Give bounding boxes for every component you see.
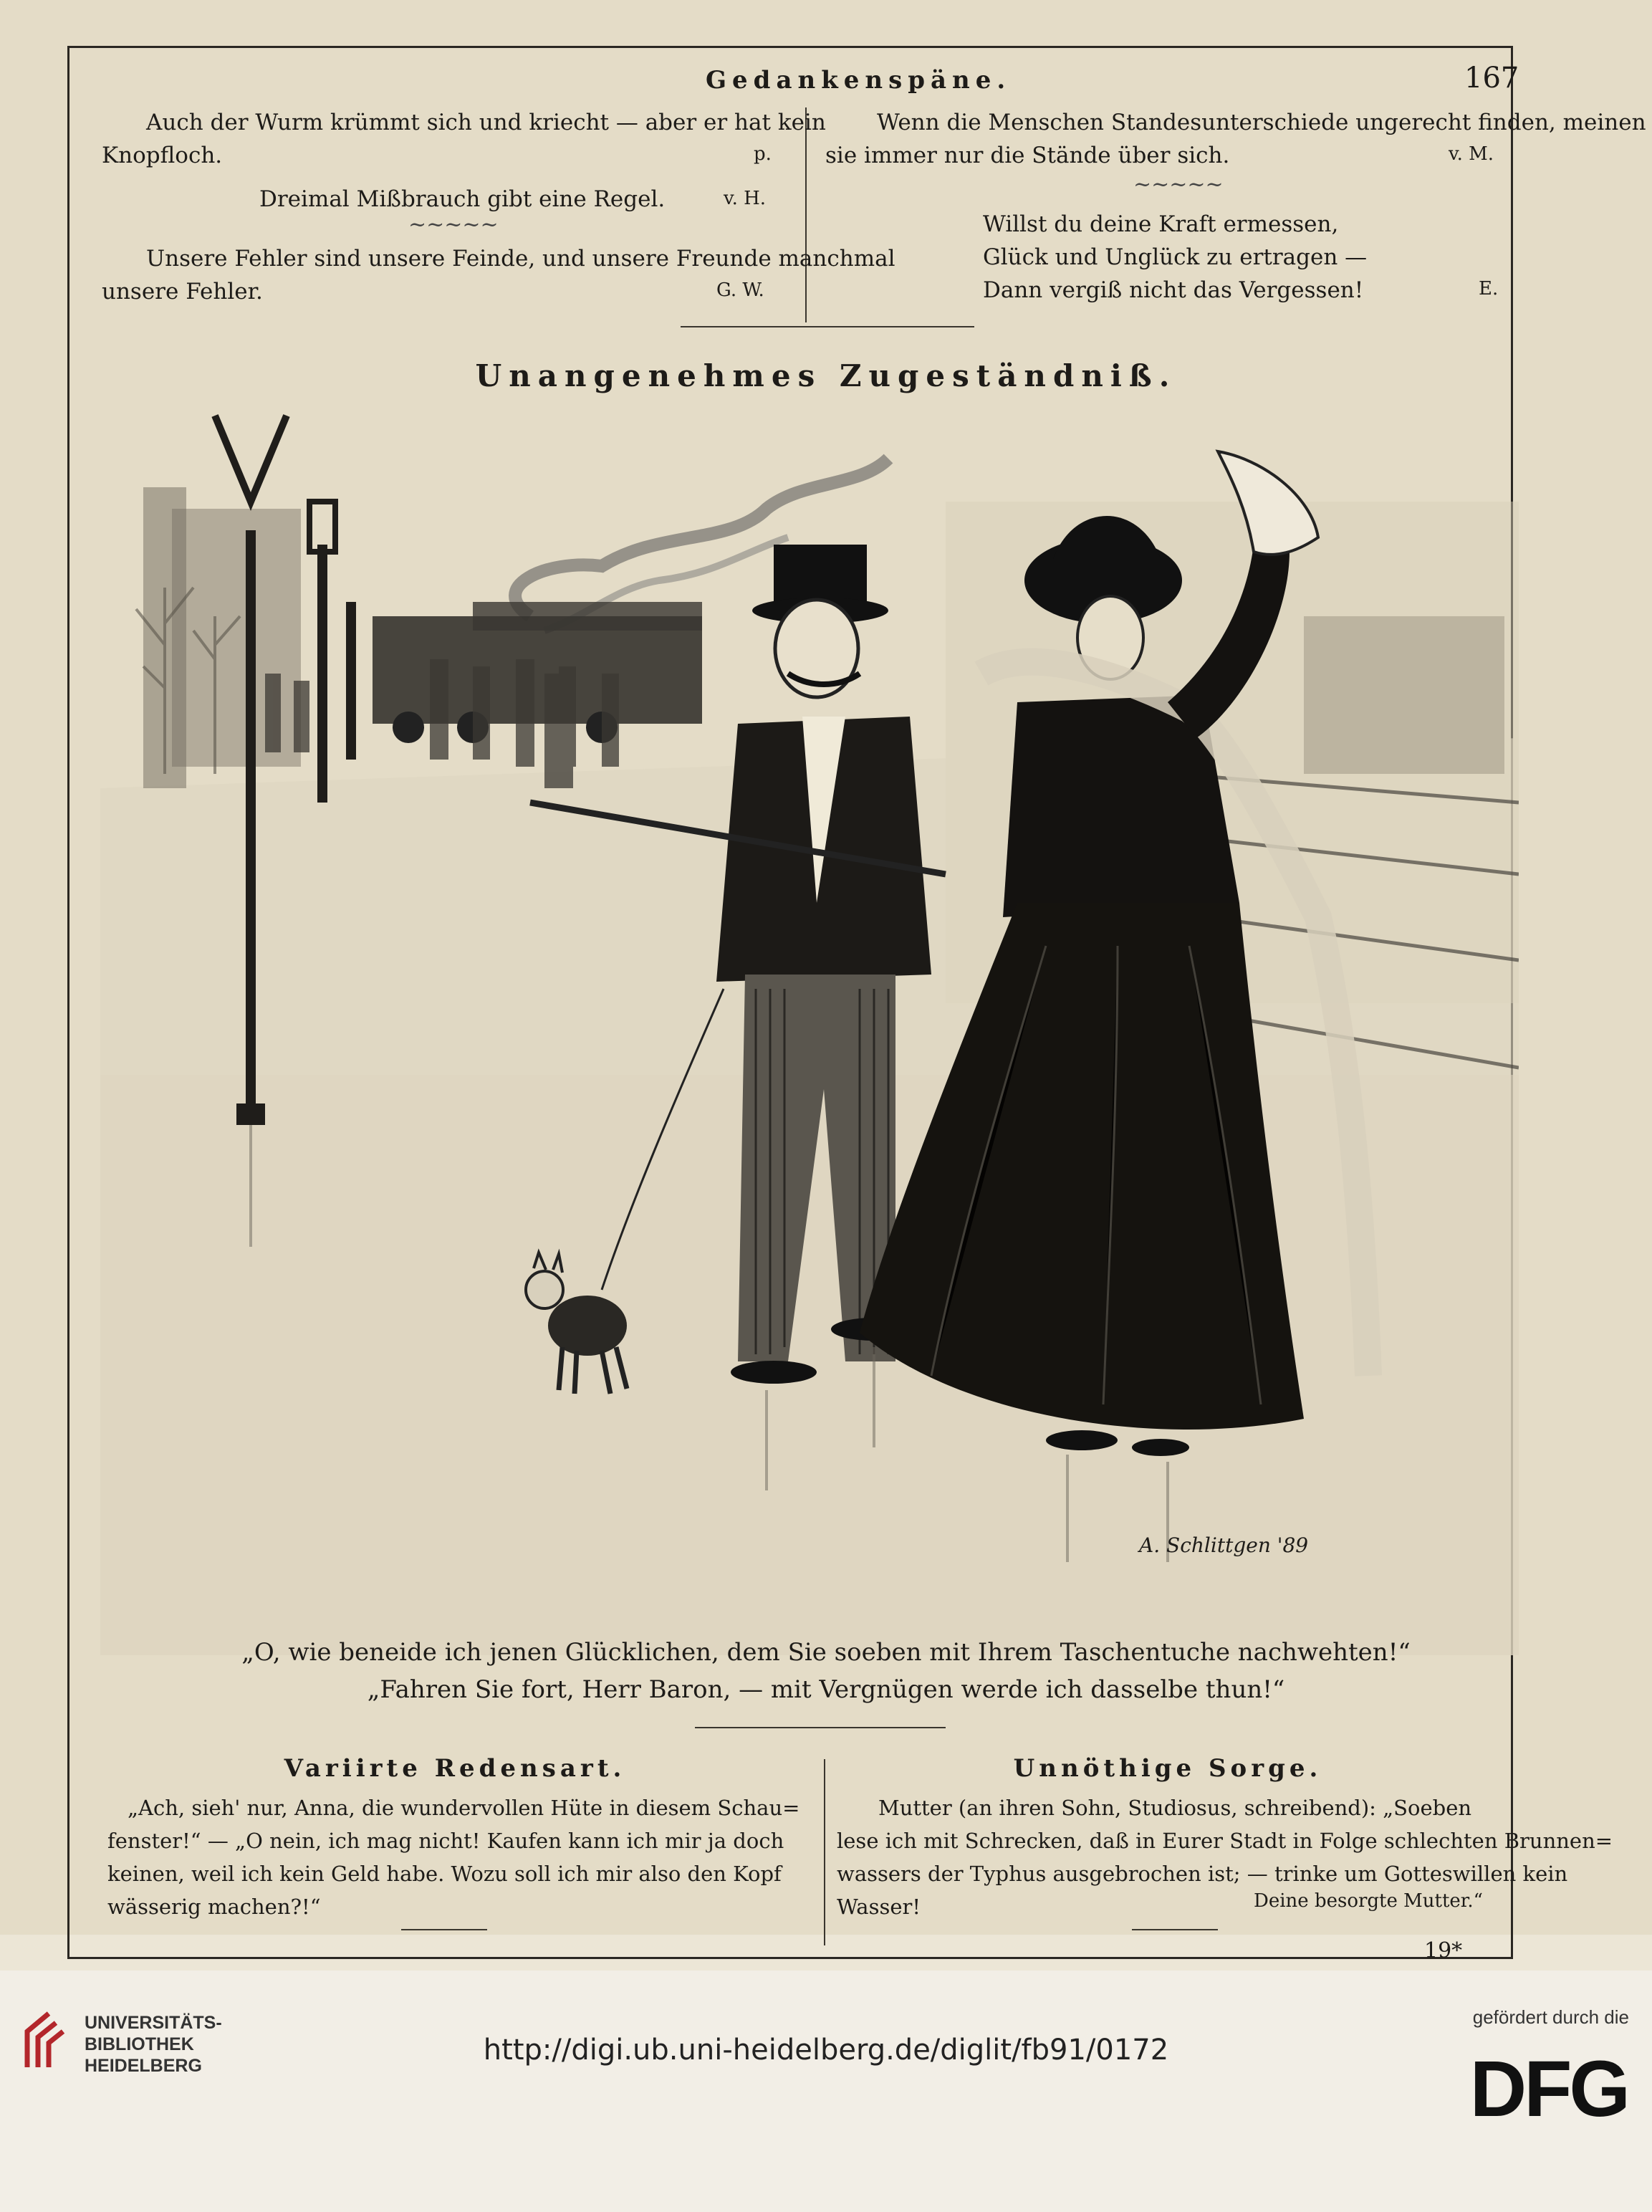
aphorism-3-line-1: Unsere Fehler sind unsere Feinde, und unsere Freunde manchmal: [146, 246, 895, 272]
cartoon-title: Unangenehmes Zugeständniß.: [475, 358, 1177, 393]
aphorism-2-signature: v. H.: [724, 188, 767, 209]
aphorism-4-line-2: sie immer nur die Stände über sich.: [825, 143, 1230, 168]
short-rule: [401, 1929, 487, 1930]
page-number: 167: [1464, 62, 1519, 95]
aphorism-4-line-1: Wenn die Menschen Standesunterschiede ungerecht finden, meinen: [877, 110, 1646, 135]
poem-line-2: Glück und Unglück zu ertragen —: [983, 244, 1368, 270]
bottom-right-line-1: Mutter (an ihren Sohn, Studiosus, schreibend): „Soeben: [878, 1796, 1472, 1820]
bottom-right-line-2: lese ich mit Schrecken, daß in Eurer Stadt in Folge schlechten Brunnen=: [837, 1829, 1613, 1853]
aphorism-3-signature: G. W.: [716, 279, 764, 301]
artist-signature: A. Schlittgen '89: [1139, 1533, 1309, 1557]
bottom-right-title: Unnöthige Sorge.: [1013, 1754, 1322, 1783]
aphorism-1-line-2: Knopfloch.: [102, 143, 223, 168]
aphorism-3-line-2: unsere Fehler.: [102, 279, 263, 305]
poem-line-3: Dann vergiß nicht das Vergessen!: [983, 277, 1364, 303]
poem-signature: E.: [1479, 278, 1499, 300]
aphorism-2: Dreimal Mißbrauch gibt eine Regel.: [259, 186, 666, 212]
aphorism-4-signature: v. M.: [1449, 143, 1494, 165]
bottom-right-line-4: Wasser!: [837, 1895, 921, 1919]
bottom-right-line-3: wassers der Typhus ausgebrochen ist; — trinke um Gotteswillen kein: [837, 1862, 1568, 1886]
bottom-left-line-2: fenster!“ — „O nein, ich mag nicht! Kaufen kann ich mir ja doch: [107, 1829, 784, 1853]
caption-line-1: „O, wie beneide ich jenen Glücklichen, dem Sie soeben mit Ihrem Taschentuche nachwehten!“: [241, 1638, 1411, 1667]
poem-line-1: Willst du deine Kraft ermessen,: [983, 211, 1339, 237]
short-rule: [1132, 1929, 1218, 1930]
section-header: Gedankenspäne.: [706, 66, 1012, 95]
separator: [681, 326, 974, 327]
bottom-left-line-1: „Ach, sieh' nur, Anna, die wundervollen Hüte in diesem Schau=: [128, 1796, 800, 1820]
bottom-right-signature: Deine besorgte Mutter.“: [1254, 1890, 1483, 1912]
bottom-left-line-3: keinen, weil ich kein Geld habe. Wozu soll ich mir also den Kopf: [107, 1862, 782, 1886]
viewer-footer: [0, 1971, 1652, 2212]
column-divider-bottom: [824, 1759, 825, 1945]
dfg-logo: DFG: [1469, 2045, 1628, 2133]
aphorism-1-signature: p.: [754, 143, 772, 165]
ornament-squiggle: ~~~~~: [408, 212, 499, 237]
funding-note: gefördert durch die: [1472, 2006, 1629, 2028]
bottom-left-line-4: wässerig machen?!“: [107, 1895, 321, 1919]
sheet-mark: 19*: [1424, 1938, 1463, 1963]
permalink-url[interactable]: http://digi.ub.uni-heidelberg.de/diglit/fb91/0172: [483, 2034, 1169, 2067]
aphorism-1-line-1: Auch der Wurm krümmt sich und kriecht — aber er hat kein: [146, 110, 826, 135]
cartoon-illustration: [100, 401, 1519, 1655]
library-name-line-1: UNIVERSITÄTS-: [85, 2013, 222, 2033]
column-divider: [805, 107, 807, 322]
caption-line-2: „Fahren Sie fort, Herr Baron, — mit Vergnügen werde ich dasselbe thun!“: [367, 1675, 1285, 1704]
bottom-left-title: Variirte Redensart.: [284, 1754, 626, 1783]
ornament-squiggle: ~~~~~: [1133, 172, 1224, 197]
library-name-line-3: HEIDELBERG: [85, 2056, 202, 2076]
library-name-line-2: BIBLIOTHEK: [85, 2034, 194, 2054]
separator: [695, 1727, 946, 1728]
